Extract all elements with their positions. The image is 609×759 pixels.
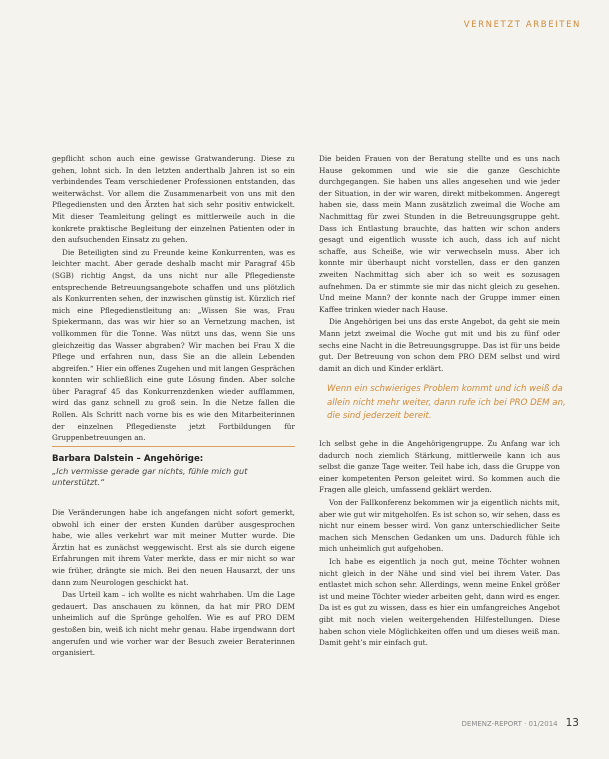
right-column-continued — [319, 438, 560, 650]
paragraph: Die Beteiligten sind zu Freunde keine Konkurrenten, was es leichter macht. Aber gerade deshalb macht mir Paragraf 45b (SGB) richtig Angst, da uns nicht nur alle Pflegedienste entsprechende Betreuungsangebote schaffen und uns plötzlich als Konkurrenten sehen, der inzwischen günstig ist. Kürzlich rief mich eine Pflegedienstleitung an: „Wissen Sie was, Frau Spiekermann, das was wir hier so an Vernetzung machen, ist vollkommen für die Tonne. Was nützt uns das, wenn Sie uns gleichzeitig das Wasser abgraben? Wir machen bei Frau X die Pflege und erfahren nun, dass Sie an die allein Lebenden abgreifen.“ Hier ein offenes Zugehen und mit langen Gesprächen konnten wir schließlich eine gute Lösung finden. Aber solche über Paragraf 45 das Konkurrenzdenken wieder aufflammen, wird das ganz schnell zu groß sein. In die Netze fallen die Rollen. Als Schritt nach vorne bis es wie den Mitarbeiterinnen der einzelnen Pflegedienste jetzt Fortbildungen für Gruppenbetreuungen an. — [52, 247, 295, 443]
left-column — [52, 153, 295, 445]
paragraph: Ich habe es eigentlich ja noch gut, meine Töchter wohnen nicht gleich in der Nähe und sind viel bei ihrem Vater. Das entlastet mich schon sehr. Allerdings, wenn meine Enkel größer ist und meine Töchter wieder arbeiten geht, dann wird es enger. Da ist es gut zu wissen, dass es hier ein umfangreiches Angebot gibt mit noch vielen weitergehenden Hilfestellungen. Diese haben schon viele Möglichkeiten offen und um dieses weiß man. Damit geht’s mir einfach gut. — [319, 556, 560, 648]
section-tag: VERNETZT ARBEITEN — [463, 20, 581, 30]
magazine-name: DEMENZ-REPORT · 01/2014 — [461, 720, 558, 728]
paragraph: Die beiden Frauen von der Beratung stellte und es uns nach Hause gekommen und wie sie die ganze Geschichte durchgegangen. Sie haben uns alles angesehen und wie jeder der Situation, in der wir waren, direkt mitbekommen. Angeregt haben sie, dass mein Mann zusätzlich zweimal die Woche am Nachmittag für zwei Stunden in die Betreuungsgruppe geht. Dass ich Entlastung brauchte, das hatten wir schon anders gesagt und eigentlich wusste ich auch, dass ich auf nicht schaffe, aus Scheiße, wie wir verwechseln muss. Aber ich konnte mir überhaupt nicht vorstellen, dass er den ganzen zweiten Nachmittag sich aber ich so weit es sozusagen aufnehmen. Da er stimmte sie mir das nicht gleich zu gesehen. Und meine Mann? der konnte nach der Gruppe immer einen Kaffee trinken wieder nach Hause. — [319, 154, 560, 314]
interview-quote: „Ich vermisse gerade gar nichts, fühle mich gut unterstützt.“ — [52, 466, 248, 487]
paragraph: Das Urteil kam – ich wollte es nicht wahrhaben. Um die Lage gedauert. Das anschauen zu können, da hat mir PRO DEM unheimlich auf die Sprünge geholfen. Wie es auf PRO DEM gestoßen bin, weiß ich nicht mehr genau. Habe irgendwann dort angerufen und wie vorher war der Besuch zweier Beraterinnen organisiert. — [52, 590, 295, 658]
pull-quote: Wenn ein schwieriges Problem kommt und ich weiß da allein nicht mehr weiter, dann rufe ich bei PRO DEM an, die sind jederzeit bereit. — [327, 384, 566, 421]
paragraph: Die Veränderungen habe ich angefangen nicht sofort gemerkt, obwohl ich einer der ersten Kunden darüber ausgesprochen habe, wie alles verkehrt war mit meiner Mutter wurde. Die Ärztin hat es zunächst weggewischt. Erst als sie durch eigene Erfahrungen mit ihrem Vater merkte, dass er mir nicht so war wie früher, drängte sie mich. Bei den neuen Hausarzt, der uns dann zum Neurologen geschickt hat. — [52, 508, 295, 587]
page-footer — [462, 717, 580, 729]
box-divider — [52, 446, 295, 447]
interview-speaker: Barbara Dalstein – Angehörige: — [52, 454, 204, 464]
paragraph: Von der Fallkonferenz bekommen wir ja eigentlich nichts mit, aber wie gut wir mitgeholfen. Es ist schon so, wir sehen, dass es nicht nur einem besser wird. Von ganz unterschiedlicher Seite machen sich Menschen Gedanken um uns. Dadurch fühle ich mich unheimlich gut aufgehoben. — [319, 497, 560, 554]
left-column-interview — [52, 507, 295, 660]
paragraph: gepflicht schon auch eine gewisse Gratwanderung. Diese zu gehen, lohnt sich. In den letzten anderthalb Jahren ist so ein verbindendes Team verschiedener Professionen entstanden, das weiterwächst. Vor allem die Zusammenarbeit von uns mit den Pflegediensten und den Ärzten hat sich sehr positiv entwickelt. Mit dieser Teamleitung gelingt es mittlerweile auch in die konkrete praktische Begleitung der einzelnen Patienten oder in den aufsuchenden Einsatz zu gehen. — [52, 154, 295, 245]
page-number: 13 — [565, 717, 579, 729]
paragraph: Ich selbst gehe in die Angehörigengruppe. Zu Anfang war ich dadurch noch ziemlich Stärkung, mittlerweile kann ich aus selbst die ganze Tage weiter. Teil habe ich, dass die Gruppe von einer kompetenten Person geleitet wird. So kommen auch die Fragen alle gleich, umfassend geklärt werden. — [319, 439, 560, 495]
paragraph: Die Angehörigen bei uns das erste Angebot, da geht sie mein Mann jetzt zweimal die Woche gut mit und bis zu fünf oder sechs eine Nacht in die Betreuungsgruppe. Das ist für uns beide gut. Der Betreuung von schon dem PRO DEM selbst und wird damit an dich und Kinder erklärt. — [319, 317, 560, 373]
right-column — [319, 153, 560, 375]
